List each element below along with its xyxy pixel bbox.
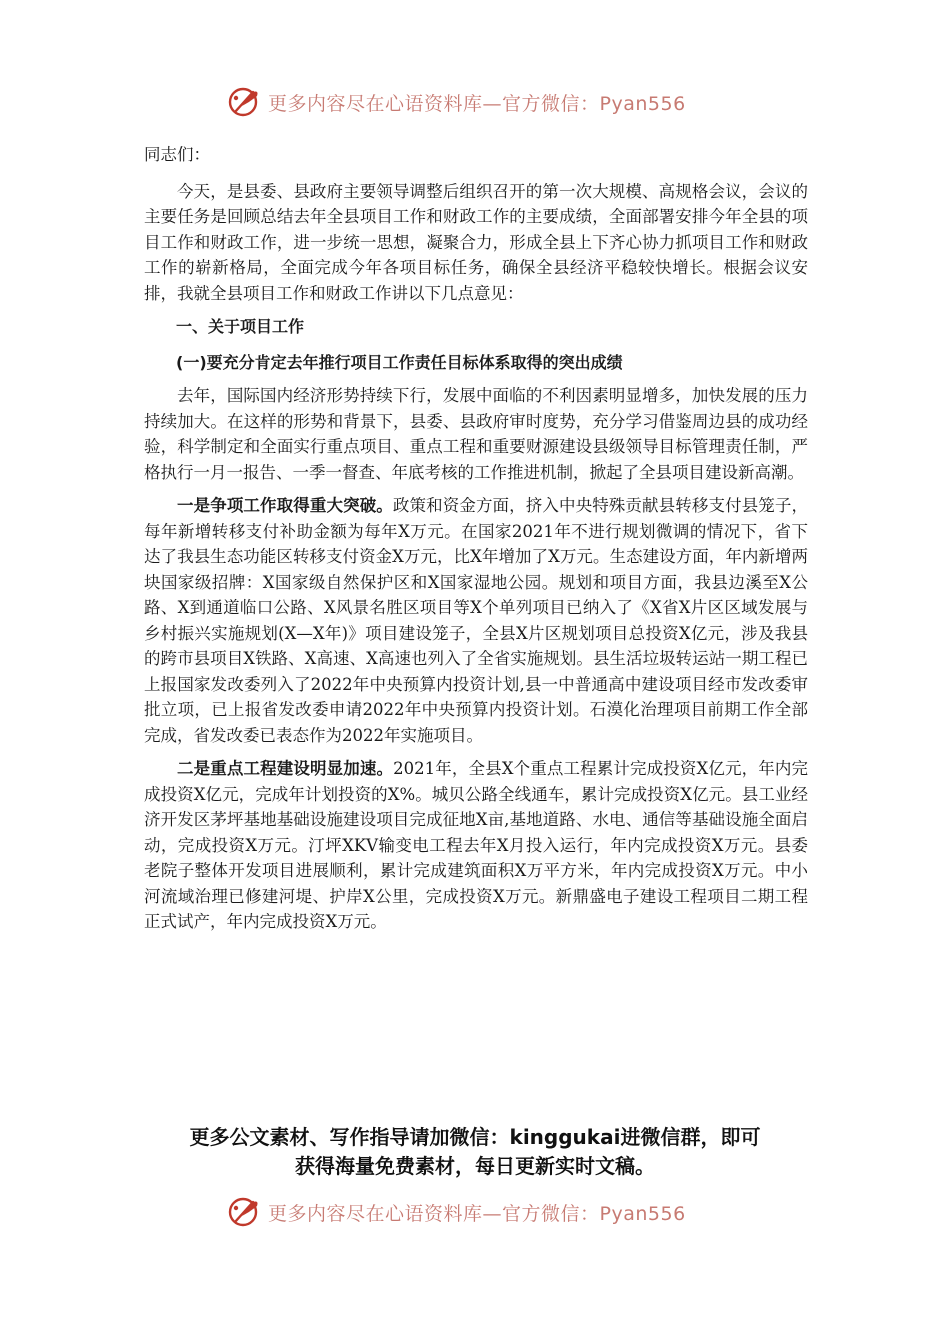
point-one-paragraph	[144, 493, 808, 748]
point-two-body: 2021年，全县X个重点工程累计完成投资X亿元，年内完成投资X亿元，完成年计划投资的X%。城贝公路全线通车，累计完成投资X亿元。县工业经济开发区茅坪基地基础设施建设项目完成征地X亩,基地道路、水电、通信等基础设施全面启动，完成投资X万元。汀坪XKV输变电工程去年X月投入运行，年内完成投资X万元。县委老院子整体开发项目进展顺利，累计完成建筑面积X万平方米，年内完成投资X万元。中小河流域治理已修建河堤、护岸X公里，完成投资X万元。新鼎盛电子建设工程项目二期工程正式试产，年内完成投资X万元。	[144, 759, 809, 931]
promo-line-1: 更多公文素材、写作指导请加微信：kinggukai进微信群，即可	[189, 1125, 761, 1149]
point-two-lead: 二是重点工程建设明显加速。	[177, 759, 394, 778]
quill-logo-icon	[226, 1194, 262, 1230]
point-two-paragraph	[144, 756, 808, 935]
intro-paragraph: 今天，是县委、县政府主要领导调整后组织召开的第一次大规模、高规格会议，会议的主要任务是回顾总结去年全县项目工作和财政工作的主要成绩，全面部署安排今年全县的项目工作和财政工作，进一步统一思想，凝聚合力，形成全县上下齐心协力抓项目工作和财政工作的崭新格局，全面完成今年各项目标任务，确保全县经济平稳较快增长。根据会议安排，我就全县项目工作和财政工作讲以下几点意见：	[144, 181, 808, 303]
context-paragraph: 去年，国际国内经济形势持续下行，发展中面临的不利因素明显增多，加快发展的压力持续加大。在这样的形势和背景下，县委、县政府审时度势，充分学习借鉴周边县的成功经验，科学制定和全面实行重点项目、重点工程和重要财源建设县级领导目标管理责任制，严格执行一月一报告、一季一督查、年底考核的工作推进机制，掀起了全县项目建设新高潮。	[144, 386, 808, 482]
banner-label: 更多内容尽在心语资料库—官方微信：Pyan556	[268, 1202, 686, 1225]
footer-watermark-banner	[226, 1192, 746, 1232]
banner-label: 更多内容尽在心语资料库—官方微信：Pyan556	[268, 92, 686, 115]
quill-logo-icon	[226, 84, 262, 120]
promo-line-2: 获得海量免费素材，每日更新实时文稿。	[295, 1154, 655, 1178]
point-one-lead: 一是争项工作取得重大突破。	[177, 496, 393, 515]
header-watermark-banner	[226, 82, 746, 122]
subsection-heading: (一)要充分肯定去年推行项目工作责任目标体系取得的突出成绩	[176, 352, 623, 372]
section-heading: 一、关于项目工作	[176, 317, 305, 336]
promo-note	[100, 1123, 850, 1181]
document-body	[144, 142, 808, 935]
salutation: 同志们：	[144, 145, 210, 164]
point-one-body: 政策和资金方面，挤入中央特殊贡献县转移支付县笼子，每年新增转移支付补助金额为每年X万元。在国家2021年不进行规划微调的情况下，省下达了我县生态功能区转移支付资金X万元，比X年增加了X万元。生态建设方面，年内新增两块国家级招牌：X国家级自然保护区和X国家湿地公园。规划和项目方面，我县边溪至X公路、X到通道临口公路、X风景名胜区项目等X个单列项目已纳入了《X省X片区区域发展与乡村振兴实施规划(X—X年)》项目建设笼子，全县X片区规划项目总投资X亿元，涉及我县的跨市县项目X铁路、X高速、X高速也列入了全省实施规划。县生活垃圾转运站一期工程已上报国家发改委列入了2022年中央预算内投资计划,县一中普通高中建设项目经市发改委审批立项，已上报省发改委申请2022年中央预算内投资计划。石漠化治理项目前期工作全部完成，省发改委已表态作为2022年实施项目。	[144, 496, 809, 745]
